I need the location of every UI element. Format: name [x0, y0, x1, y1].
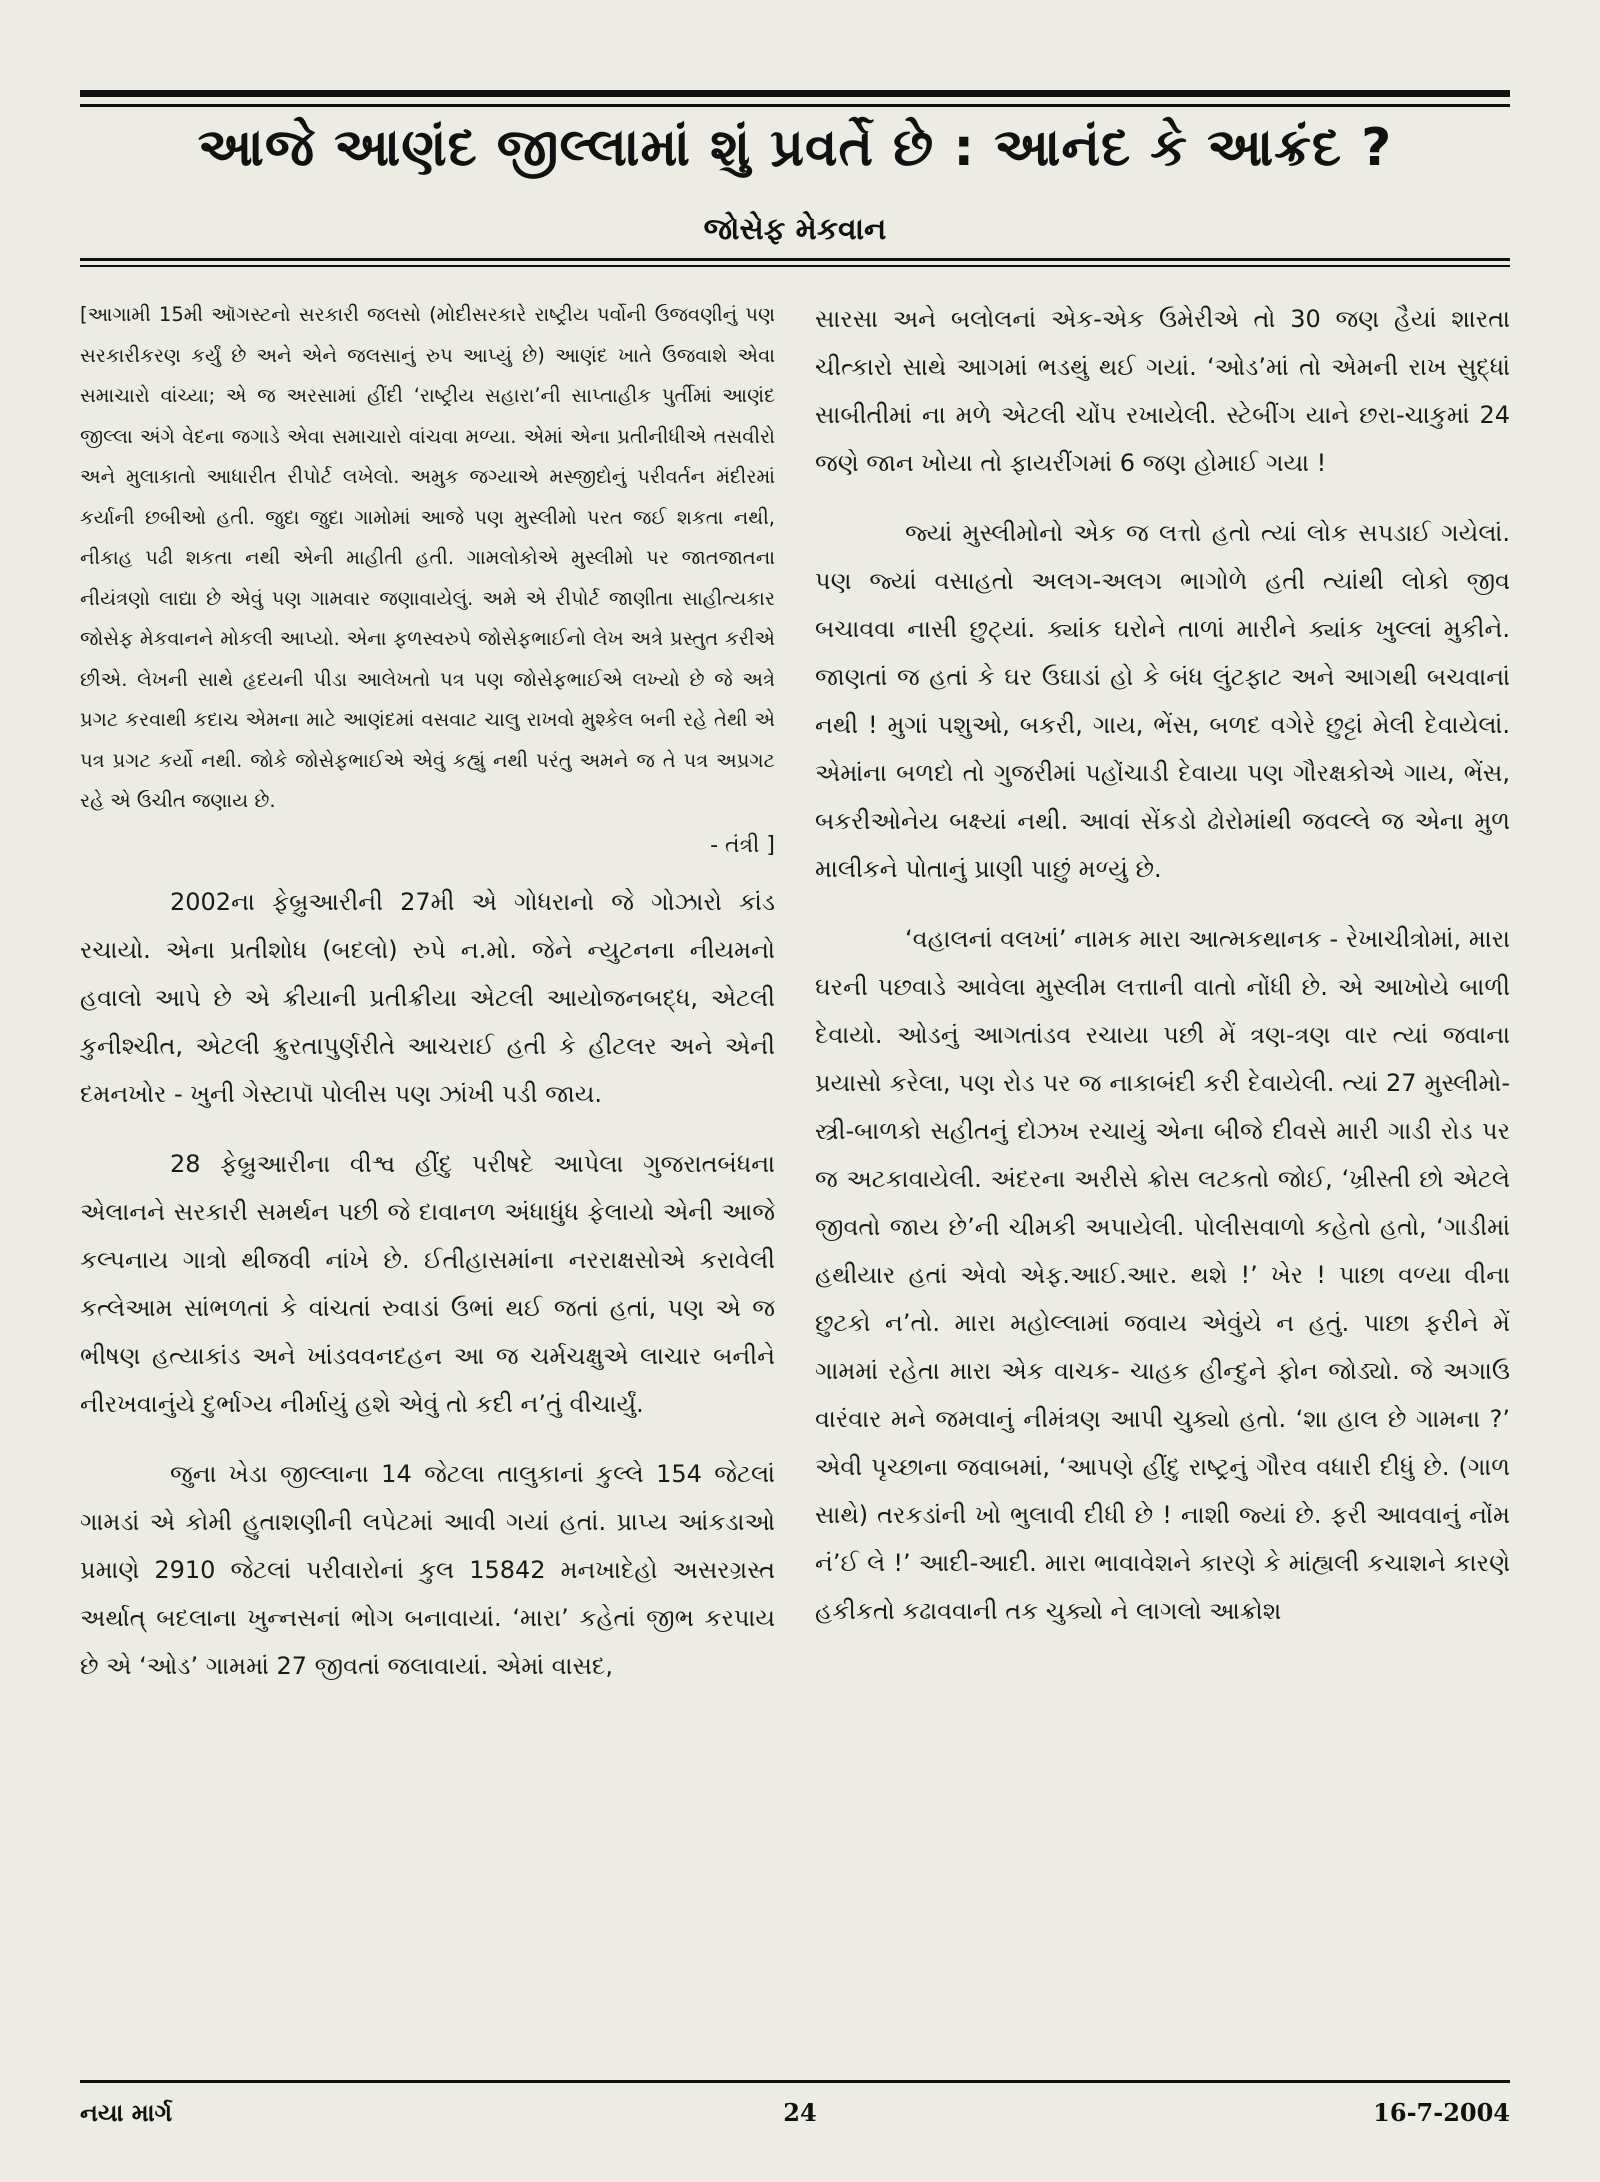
paragraph: સારસા અને બલોલનાં એક-એક ઉમેરીએ તો 30 જણ હૈયાં શારતા ચીત્કારો સાથે આગમાં ભડથું થઈ ગયાં. ‘ઓડ’માં તો એમની રાખ સુદ્ધાં સાબીતીમાં ના મળે એટલી ચોંપ રખાયેલી. સ્ટેબીંગ યાને છરા-ચાકુમાં 24 જણે જાન ખોયા તો ફાયરીંગમાં 6 જણ હોમાઈ ગયા ! — [815, 305, 1510, 477]
editor-note: [આગામી 15મી ઑગસ્ટનો સરકારી જલસો (મોદીસરકારે રાષ્ટ્રીય પર્વોની ઉજવણીનું પણ સરકારીકરણ કર્યું છે અને એને જલસાનું રુપ આપ્યું છે) આણંદ ખાતે ઉજવાશે એવા સમાચારો વાંચ્યા; એ જ અરસામાં હીંદી ‘રાષ્ટ્રીય સહારા’ની સાપ્તાહીક પુર્તીમાં આણંદ જીલ્લા અંગે વેદના જગાડે એવા સમાચારો વાંચવા મળ્યા. એમાં એના પ્રતીનીધીએ તસવીરો અને મુલાકાતો આધારીત રીપોર્ટ લખેલો. અમુક જગ્યાએ મસ્જીદોનું પરીવર્તન મંદીરમાં કર્યાની છબીઓ હતી. જુદા જુદા ગામોમાં આજે પણ મુસ્લીમો પરત જઈ શકતા નથી, નીકાહ પઢી શકતા નથી એની માહીતી હતી. ગામલોકોએ મુસ્લીમો પર જાતજાતના નીયંત્રણો લાદ્યા છે એવું પણ ગામવાર જણાવાયેલું. અમે એ રીપોર્ટ જાણીતા સાહીત્યકાર જોસેફ મેકવાનને મોકલી આપ્યો. એના ફળસ્વરુપે જોસેફભાઈનો લેખ અત્રે પ્રસ્તુત કરીએ છીએ. લેખની સાથે હૃદયની પીડા આલેખતો પત્ર પણ જોસેફભાઈએ લખ્યો છે જે અત્રે પ્રગટ કરવાથી કદાચ એમના માટે આણંદમાં વસવાટ ચાલુ રાખવો મુશ્કેલ બની રહે તેથી એ પત્ર પ્રગટ કર્યો નથી. જોકે જોસેફભાઈએ એવું કહ્યું નથી પરંતુ અમને જ તે પત્ર અપ્રગટ રહે એ ઉચીત જણાય છે. — [80, 303, 775, 812]
paragraph: 2002ના ફેબ્રુઆરીની 27મી એ ગોધરાનો જે ગોઝારો કાંડ રચાયો. એના પ્રતીશોધ (બદલો) રુપે ન.મો. જેને ન્યુટનના નીયમનો હવાલો આપે છે એ ક્રીયાની પ્રતીક્રીયા એટલી આયોજનબદ્ધ, એટલી કુનીશ્ચીત, એટલી ક્રુરતાપુર્ણરીતે આચરાઈ હતી કે હીટલર અને એની દમનખોર - ખુની ગેસ્ટાપૉ પોલીસ પણ ઝાંખી પડી જાય. — [80, 887, 775, 1108]
top-rule-thick — [80, 90, 1510, 97]
issue-date: 16-7-2004 — [1373, 2098, 1510, 2127]
article-author: જોસેફ મેકવાન — [703, 212, 887, 247]
page-number: 24 — [783, 2098, 817, 2127]
header-rule-thick — [80, 258, 1510, 261]
footer-rule — [80, 2080, 1510, 2083]
paragraph: 28 ફેબ્રુઆરીના વીશ્વ હીંદુ પરીષદે આપેલા ગુજરાતબંધના એલાનને સરકારી સમર્થન પછી જે દાવાનળ અંધાધુંધ ફેલાયો એની આજે કલ્પનાય ગાત્રો થીજવી નાંખે છે. ઈતીહાસમાંના નરરાક્ષસોએ કરાવેલી કત્લેઆમ સાંભળતાં કે વાંચતાં રુવાડાં ઉભાં થઈ જતાં હતાં, પણ એ જ ભીષણ હત્યાકાંડ અને ખાંડવવનદહન આ જ ચર્મચક્ષુએ લાચાર બનીને નીરખવાનુંયે દુર્ભાગ્ય નીર્માયું હશે એવું તો કદી ન’તું વીચાર્યું. — [80, 1149, 775, 1418]
header-rule-thin — [80, 265, 1510, 267]
magazine-name: નયા માર્ગ — [80, 2098, 173, 2127]
paragraph: જ્યાં મુસ્લીમોનો એક જ લત્તો હતો ત્યાં લોક સપડાઈ ગયેલાં. પણ જ્યાં વસાહતો અલગ-અલગ ભાગોળે હતી ત્યાંથી લોકો જીવ બચાવવા નાસી છુટ્યાં. ક્યાંક ઘરોને તાળાં મારીને ક્યાંક ખુલ્લાં મુકીને. જાણતાં જ હતાં કે ઘર ઉઘાડાં હો કે બંધ લુંટફાટ અને આગથી બચવાનાં નથી ! મુગાં પશુઓ, બકરી, ગાય, ભેંસ, બળદ વગેરે છુટ્ટાં મેલી દેવાયેલાં. એમાંના બળદો તો ગુજરીમાં પહોંચાડી દેવાયા પણ ગૌરક્ષકોએ ગાય, ભેંસ, બકરીઓનેય બક્ષ્યાં નથી. આવાં સેંકડો ઢોરોમાંથી જવલ્લે જ એના મુળ માલીકને પોતાનું પ્રાણી પાછું મળ્યું છે. — [815, 519, 1510, 883]
paragraph: ‘વહાલનાં વલખાં’ નામક મારા આત્મકથાનક - રેખાચીત્રોમાં, મારા ઘરની પછવાડે આવેલા મુસ્લીમ લત્તાની વાતો નોંધી છે. એ આખોયે બાળી દેવાયો. ઓડનું આગતાંડવ રચાયા પછી મેં ત્રણ-ત્રણ વાર ત્યાં જવાના પ્રયાસો કરેલા, પણ રોડ પર જ નાકાબંદી કરી દેવાયેલી. ત્યાં 27 મુસ્લીમો- સ્ત્રી-બાળકો સહીતનું દોઝખ રચાયું એના બીજે દીવસે મારી ગાડી રોડ પર જ અટકાવાયેલી. અંદરના અરીસે ક્રોસ લટકતો જોઈ, ‘ખ્રીસ્તી છો એટલે જીવતો જાય છે’ની ચીમકી અપાયેલી. પોલીસવાળો કહેતો હતો, ‘ગાડીમાં હથીયાર હતાં એવો એફ.આઈ.આર. થશે !’ ખેર ! પાછા વળ્યા વીના છુટકો ન’તો. મારા મહોલ્લામાં જવાય એવુંયે ન હતું. પાછા ફરીને મેં ગામમાં રહેતા મારા એક વાચક- ચાહક હીન્દુને ફોન જોડ્યો. જે અગાઉ વારંવાર મને જમવાનું નીમંત્રણ આપી ચુક્યો હતો. ‘શા હાલ છે ગામના ?’ એવી પૃચ્છાના જવાબમાં, ‘આપણે હીંદુ રાષ્ટ્રનું ગૌરવ વધારી દીધું છે. (ગાળ સાથે) તરકડાંની ખો ભુલાવી દીધી છે ! નાશી જ્યાં છે. ફરી આવવાનું નોંમ નં’ઈ લે !’ આદી-આદી. મારા ભાવાવેશને કારણે કે માંહ્યલી કચાશને કારણે હકીકતો કઢાવવાની તક ચુક્યો ને લાગલો આક્રોશ — [815, 925, 1510, 1625]
editor-signature: - તંત્રી ] — [710, 832, 775, 858]
right-column — [815, 295, 1510, 2067]
article-title: આજે આણંદ જીલ્લામાં શું પ્રવર્તે છે : આનંદ કે આક્રંદ ? — [197, 118, 1393, 178]
top-rule-thin — [80, 104, 1510, 107]
paragraph: જુના ખેડા જીલ્લાના 14 જેટલા તાલુકાનાં કુલ્લે 154 જેટલાં ગામડાં એ કોમી હુતાશણીની લપેટમાં આવી ગયાં હતાં. પ્રાપ્ય આંકડાઓ પ્રમાણે 2910 જેટલાં પરીવારોનાં કુલ 15842 મનખાદેહો અસરગ્રસ્ત અર્થાત્ બદલાના ખુન્નસનાં ભોગ બનાવાયાં. ‘મારા’ કહેતાં જીભ કરપાય છે એ ‘ઓડ’ ગામમાં 27 જીવતાં જલાવાયાં. એમાં વાસદ, — [80, 1459, 775, 1680]
left-column — [80, 295, 775, 2067]
